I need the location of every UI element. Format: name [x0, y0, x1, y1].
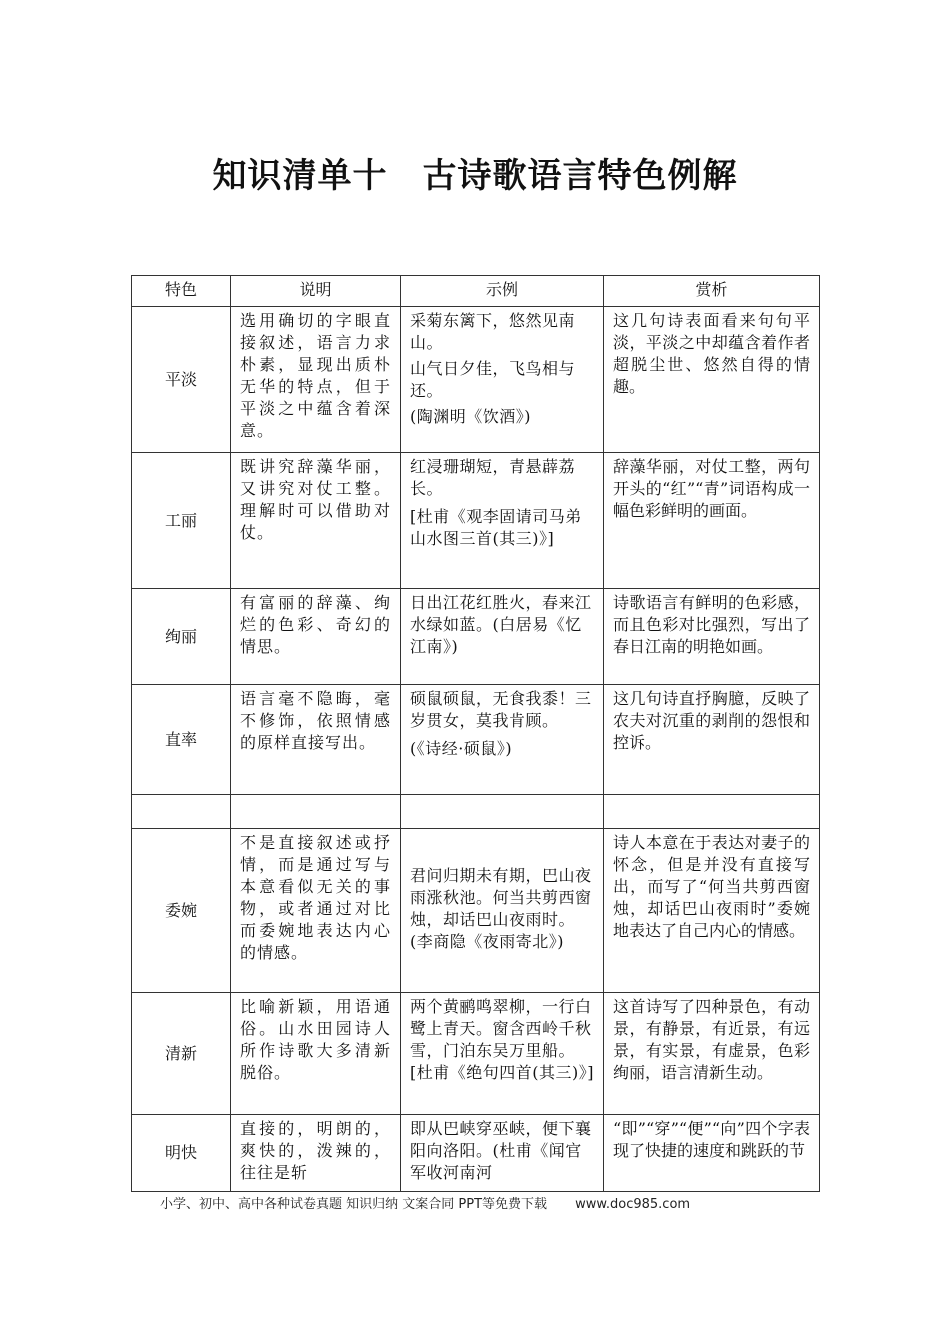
- example-line: 即从巴峡穿巫峡，便下襄阳向洛阳。(杜甫《闻官军收河南河: [410, 1119, 592, 1182]
- analysis-cell: 诗歌语言有鲜明的色彩感，而且色彩对比强烈，写出了春日江南的明艳如画。: [604, 589, 820, 685]
- example-cell: [401, 307, 604, 453]
- description-cell: 直接的，明朗的，爽快的，泼辣的，往往是斩: [231, 1115, 401, 1192]
- example-line: 日出江花红胜火，春来江水绿如蓝。(白居易《忆江南》): [410, 593, 592, 656]
- example-line: 山气日夕佳，飞鸟相与还。: [410, 359, 576, 400]
- example-line: 两个黄鹂鸣翠柳，一行白鹭上青天。窗含西岭千秋雪，门泊东吴万里船。[杜甫《绝句四首(其三)》]: [410, 997, 594, 1082]
- description-cell: 既讲究辞藻华丽，又讲究对仗工整。理解时可以借助对仗。: [231, 453, 401, 589]
- description-cell: 比喻新颖，用语通俗。山水田园诗人所作诗歌大多清新脱俗。: [231, 993, 401, 1115]
- header-description: 说明: [231, 276, 401, 307]
- example-source: (《诗经·硕鼠》): [410, 739, 513, 758]
- feature-cell: [132, 795, 231, 829]
- feature-cell: 平淡: [132, 307, 231, 453]
- language-features-table: [131, 275, 820, 1192]
- example-cell: [401, 453, 604, 589]
- table-row: [132, 307, 820, 453]
- feature-cell: 直率: [132, 685, 231, 795]
- table-row: [132, 685, 820, 795]
- analysis-cell: [604, 795, 820, 829]
- feature-cell: 清新: [132, 993, 231, 1115]
- footer-url-link[interactable]: www.doc985.com: [575, 1197, 691, 1212]
- example-line: 采菊东篱下，悠然见南山。: [410, 311, 576, 352]
- analysis-cell: “即”“穿”“便”“向”四个字表现了快捷的速度和跳跃的节: [604, 1115, 820, 1192]
- example-cell: [401, 1115, 604, 1192]
- description-cell: 语言毫不隐晦，毫不修饰，依照情感的原样直接写出。: [231, 685, 401, 795]
- example-cell: [401, 795, 604, 829]
- table-row: [132, 589, 820, 685]
- example-cell: [401, 829, 604, 993]
- feature-cell: 明快: [132, 1115, 231, 1192]
- page-title: 知识清单十 古诗歌语言特色例解: [212, 156, 738, 196]
- table-row: [132, 993, 820, 1115]
- header-feature: 特色: [132, 276, 231, 307]
- example-cell: [401, 993, 604, 1115]
- example-source: (陶渊明《饮酒》): [410, 407, 531, 426]
- header-example: 示例: [401, 276, 604, 307]
- table-row: [132, 1115, 820, 1192]
- description-cell: 选用确切的字眼直接叙述，语言力求朴素，显现出质朴无华的特点，但于平淡之中蕴含着深意。: [231, 307, 401, 453]
- example-line: 硕鼠硕鼠，无食我黍！三岁贯女，莫我肯顾。: [410, 689, 592, 730]
- analysis-cell: 这几句诗表面看来句句平淡，平淡之中却蕴含着作者超脱尘世、悠然自得的情趣。: [604, 307, 820, 453]
- table-header-row: [132, 276, 820, 307]
- description-cell: [231, 795, 401, 829]
- analysis-cell: 这几句诗直抒胸臆，反映了农夫对沉重的剥削的怨恨和控诉。: [604, 685, 820, 795]
- description-cell: 不是直接叙述或抒情，而是通过写与本意看似无关的事物，或者通过对比而委婉地表达内心的情感。: [231, 829, 401, 993]
- feature-cell: 工丽: [132, 453, 231, 589]
- example-cell: [401, 589, 604, 685]
- table-row: [132, 829, 820, 993]
- table-row: [132, 453, 820, 589]
- example-cell: [401, 685, 604, 795]
- footer-text: 小学、初中、高中各种试卷真题 知识归纳 文案合同 PPT等免费下载: [160, 1197, 548, 1212]
- empty-table-row: [132, 795, 820, 829]
- header-analysis: 赏析: [604, 276, 820, 307]
- page-footer: [160, 1193, 690, 1212]
- analysis-cell: 这首诗写了四种景色，有动景，有静景，有近景，有远景，有实景，有虚景，色彩绚丽，语言清新生动。: [604, 993, 820, 1115]
- description-cell: 有富丽的辞藻、绚烂的色彩、奇幻的情思。: [231, 589, 401, 685]
- analysis-cell: 辞藻华丽，对仗工整，两句开头的“红”“青”词语构成一幅色彩鲜明的画面。: [604, 453, 820, 589]
- example-line: 红浸珊瑚短，青悬薜荔长。: [410, 457, 576, 498]
- example-line: 君问归期未有期，巴山夜雨涨秋池。何当共剪西窗烛，却话巴山夜雨时。(李商隐《夜雨寄北》): [410, 865, 592, 951]
- feature-cell: 绚丽: [132, 589, 231, 685]
- example-source: [杜甫《观李固请司马弟山水图三首(其三)》]: [410, 507, 582, 548]
- analysis-cell: 诗人本意在于表达对妻子的怀念，但是并没有直接写出，而写了“何当共剪西窗烛，却话巴山夜雨时”委婉地表达了自己内心的情感。: [604, 829, 820, 993]
- feature-cell: 委婉: [132, 829, 231, 993]
